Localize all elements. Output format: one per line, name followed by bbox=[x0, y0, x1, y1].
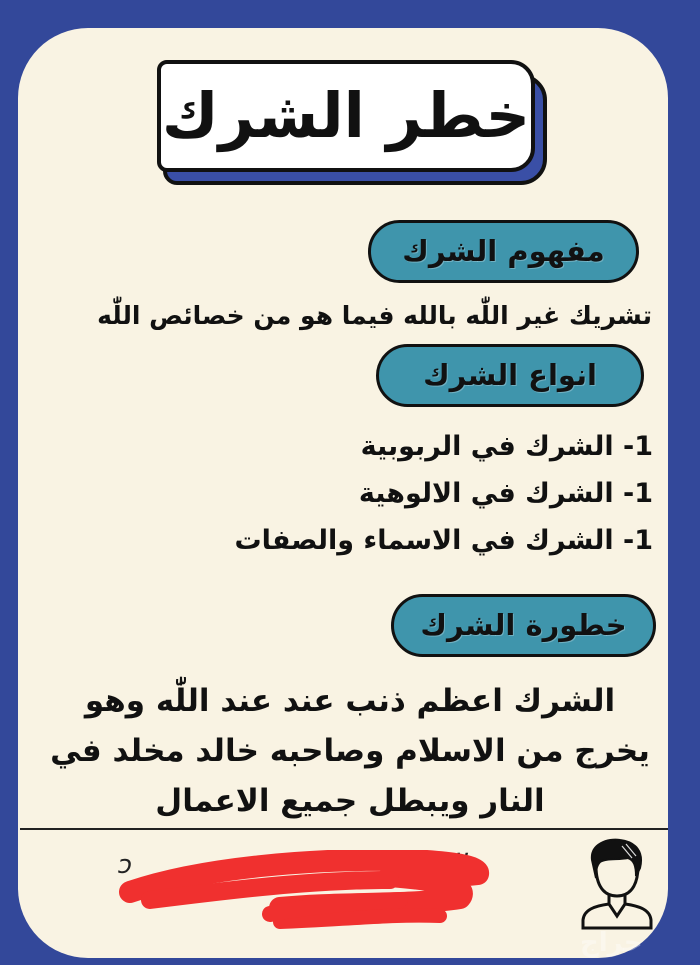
redacted-signature bbox=[110, 850, 550, 940]
section-heading-label: مفهوم الشرك bbox=[402, 234, 605, 268]
redaction-scribble-icon bbox=[110, 850, 550, 940]
list-item: 1- الشرك في الربوبية bbox=[360, 431, 653, 462]
signature-text-2: ـه bbox=[320, 888, 337, 912]
section-heading-concept bbox=[368, 220, 639, 283]
concept-definition: تشريك غير اللّٰه بالله فيما هو من خصائص اللّٰه bbox=[97, 301, 652, 330]
signature-text-1: الاسـ bbox=[410, 848, 466, 881]
section-heading-danger bbox=[391, 594, 656, 657]
danger-line: يخرج من الاسلام وصاحبه خالد مخلد في bbox=[50, 733, 650, 769]
title-box bbox=[157, 60, 535, 172]
footer-divider bbox=[20, 828, 668, 830]
watermark: حراج bbox=[580, 928, 643, 958]
danger-line: الشرك اعظم ذنب عند عند اللّٰه وهو bbox=[84, 683, 616, 719]
section-heading-label: انواع الشرك bbox=[423, 358, 597, 392]
danger-paragraph bbox=[20, 676, 680, 826]
section-heading-types bbox=[376, 344, 644, 407]
section-heading-label: خطورة الشرك bbox=[420, 608, 627, 642]
list-item: 1- الشرك في الالوهية bbox=[358, 478, 653, 509]
danger-line: النار ويبطل جميع الاعمال bbox=[155, 783, 545, 819]
poster-title: خطر الشرك bbox=[161, 79, 531, 152]
person-avatar-icon bbox=[578, 838, 656, 930]
signature-fragment: ɔ bbox=[118, 850, 133, 880]
types-list bbox=[235, 423, 653, 564]
list-item: 1- الشرك في الاسماء والصفات bbox=[234, 525, 653, 556]
